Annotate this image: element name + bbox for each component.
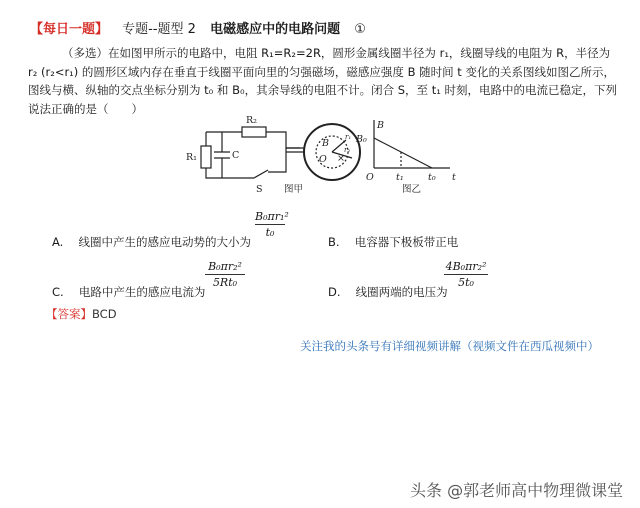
capacitor	[214, 152, 230, 158]
figure-a-caption: 图甲	[284, 184, 304, 195]
option-c[interactable]: C. 电路中产生的感应电流为	[52, 285, 206, 299]
c-label: C	[232, 150, 240, 161]
s-label: S	[256, 184, 263, 195]
bottom-wire	[206, 132, 286, 178]
graph-t1: t₁	[396, 172, 404, 183]
watermark: 头条 @郭老师高中物理微课堂	[410, 481, 624, 500]
option-c-formula: B₀πr₂² 5Rt₀	[205, 260, 245, 289]
option-d[interactable]: D. 线圈两端的电压为	[328, 285, 448, 299]
figure-b-caption: 图乙	[402, 184, 422, 195]
r2-resistor	[242, 127, 266, 137]
r1-radius-label: r₁	[345, 133, 352, 141]
b-field-label: B	[322, 138, 329, 149]
switch	[254, 170, 268, 178]
video-link[interactable]: 关注我的头条号有详细视频讲解（视频文件在西瓜视频中）	[300, 339, 599, 353]
r2-radius-label: r₂	[344, 146, 351, 154]
graph-b0: B₀	[356, 134, 367, 145]
r2-label: R₂	[246, 115, 257, 126]
field-cross: ×	[337, 153, 345, 164]
daily-question-tag: 【每日一题】	[30, 22, 109, 37]
graph-t0: t₀	[428, 172, 436, 183]
option-b[interactable]: B. 电容器下极板带正电	[328, 235, 459, 249]
answer-value: BCD	[92, 307, 117, 321]
b-line	[374, 138, 432, 168]
option-d-formula: 4B₀πr₂² 5t₀	[445, 260, 487, 289]
question-text: （多选）在如图甲所示的电路中，电阻 R₁=R₂=2R，圆形金属线圈半径为 r₁，线圈导线的电阻为 R，半径为 r₂ (r₂<r₁) 的圆形区域内存在垂直于线圈平面向里的匀强磁场，磁感应强度 B 随时间 t 变化的关系图线如图乙所示，图线与横、纵轴的交点坐标分别为 t₀ 和 B₀，其余导线的电阻不计。闭合 S，至 t₁ 时刻，电路中的电流已稳定，下列说法正确的是（ ）	[28, 46, 617, 116]
option-a-formula: B₀πr₁² t₀	[255, 210, 289, 239]
graph-x-label: t	[452, 172, 456, 183]
answer: 【答案】BCD	[46, 307, 117, 321]
coil-center-label: O	[319, 154, 327, 165]
r1-label: R₁	[186, 152, 197, 163]
top-wire	[206, 132, 300, 148]
graph-origin: O	[366, 172, 374, 183]
question-title: 电磁感应中的电路问题	[210, 22, 341, 37]
question-number: ①	[354, 22, 366, 37]
r1-resistor	[201, 146, 211, 168]
graph-y-label: B	[377, 120, 384, 131]
option-a[interactable]: A. 线圈中产生的感应电动势的大小为	[52, 235, 251, 249]
topic-label: 专题--题型 2	[122, 22, 196, 37]
